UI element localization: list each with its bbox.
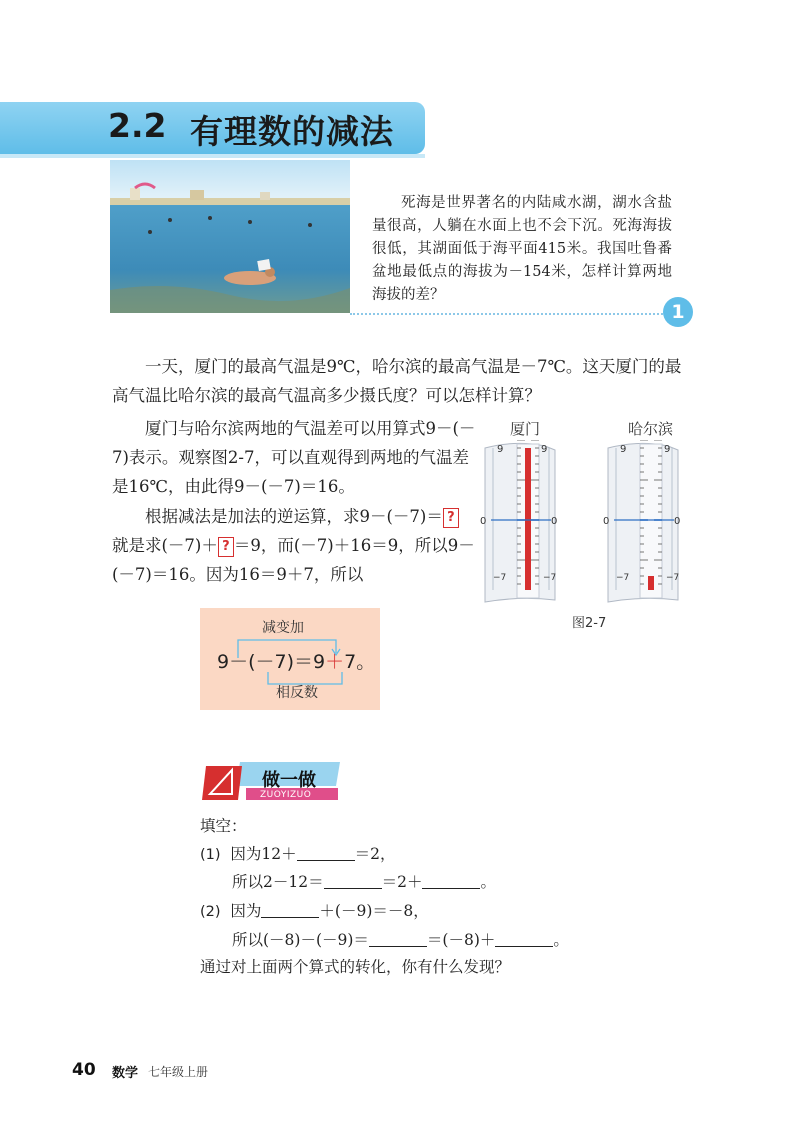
tick-label-minus7: −7: [616, 573, 630, 583]
book-subject: 数学: [112, 1066, 139, 1081]
intro-paragraph: 死海是世界著名的内陆咸水湖，湖水含盐量很高，人躺在水面上也不会下沉。死海海拔很低，其湖面低于海平面415米。我国吐鲁番盆地最低点的海拔为－154米，怎样计算两地海拔的差？: [372, 195, 672, 303]
tick-label-0: 0: [674, 516, 681, 527]
harbin-mercury: [648, 576, 654, 590]
section-number: 2.2: [108, 106, 167, 145]
exercise-1-line-1: (1) 因为12＋ ＝2，: [200, 845, 396, 863]
book-grade: 七年级上册: [148, 1065, 209, 1079]
blank-field[interactable]: [324, 871, 382, 889]
harbin-label: 哈尔滨: [628, 420, 674, 438]
title-banner-shadow: [0, 154, 425, 158]
tick-label-9: 9: [664, 444, 671, 455]
body-paragraph-2: 厦门与哈尔滨两地的气温差可以用算式9－(－7)表示。观察图2-7，可以直观得到两地的气温差是16℃，由此得9－(－7)＝16。: [112, 419, 476, 496]
formula-expression: 9－(－7)＝9＋7。: [217, 651, 376, 673]
blank-field[interactable]: [495, 929, 553, 947]
formula-plus-sign: ＋: [325, 651, 345, 673]
harbin-thermometer: [603, 440, 680, 602]
activity-title: 做一做: [262, 770, 316, 791]
blank-field[interactable]: [422, 871, 480, 889]
tick-label-0: 0: [603, 516, 610, 527]
activity-subtitle: ZUOYIZUO: [260, 790, 312, 800]
unknown-box-1: ?: [443, 508, 459, 528]
exercise-2-line-2: 所以(－8)－(－9)＝ ＝(－8)＋ 。: [232, 931, 569, 949]
question-marker: 1: [663, 297, 693, 327]
xiamen-mercury: [525, 448, 531, 590]
thermometer-figure: [480, 440, 700, 605]
tick-label-9: 9: [497, 444, 504, 455]
tick-label-minus7: −7: [543, 573, 557, 583]
dotted-divider: [350, 313, 670, 315]
blank-field[interactable]: [261, 900, 319, 918]
tick-label-minus7: −7: [493, 573, 507, 583]
exercise-question: 通过对上面两个算式的转化，你有什么发现？: [200, 958, 511, 976]
blank-field[interactable]: [369, 929, 427, 947]
tick-label-9: 9: [620, 444, 627, 455]
formula-bottom-label: 相反数: [276, 685, 318, 701]
body-paragraph-3: 根据减法是加法的逆运算，求9－(－7)＝ ? 就是求(－7)＋ ? ＝9，而(－7)＋16＝9，所以9－(－7)＝16。因为16＝9＋7，所以: [112, 507, 475, 584]
tick-label-9: 9: [541, 444, 548, 455]
page-number: 40: [72, 1060, 96, 1080]
exercise-2-line-1: (2) 因为 ＋(－9)＝－8，: [200, 902, 429, 920]
dead-sea-photo: [110, 160, 350, 313]
tick-label-0: 0: [551, 516, 558, 527]
tick-label-minus7: −7: [666, 573, 680, 583]
tick-label-0: 0: [480, 516, 487, 527]
exercise-prompt: 填空：: [200, 817, 247, 835]
xiamen-thermometer: [480, 440, 557, 602]
xiamen-label: 厦门: [510, 420, 541, 438]
formula-top-label: 减变加: [262, 620, 304, 636]
unknown-box-2: ?: [218, 537, 234, 557]
figure-caption: 图2-7: [572, 616, 607, 631]
body-paragraph-1: 一天，厦门的最高气温是9℃，哈尔滨的最高气温是－7℃。这天厦门的最高气温比哈尔滨的最高气温高多少摄氏度？可以怎样计算？: [112, 357, 682, 405]
blank-field[interactable]: [297, 843, 355, 861]
exercise-1-line-2: 所以2－12＝ ＝2＋ 。: [232, 873, 496, 891]
section-title: 有理数的减法: [190, 112, 394, 151]
